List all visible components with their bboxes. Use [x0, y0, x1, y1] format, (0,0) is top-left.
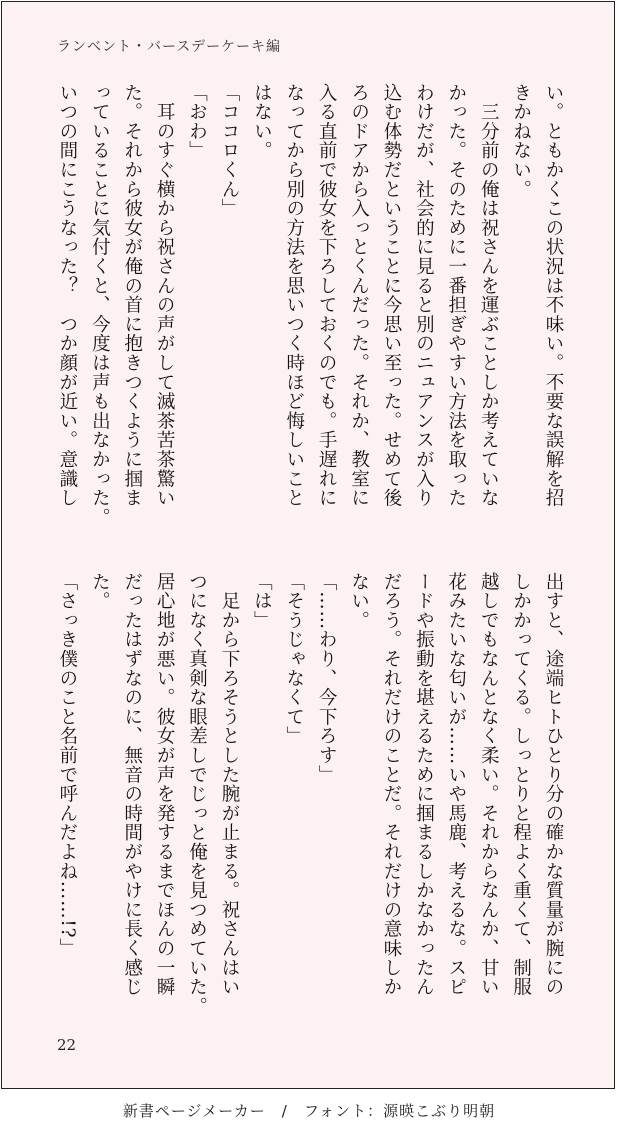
footer-credit: 新書ページメーカー / フォント：源暎こぶり明朝 [122, 1102, 496, 1120]
body-text-top: い。ともかくこの状況は不味い。不要な誤解を招 きかねない。 三分前の俺は祝さんを運ぶことしか考えていな かった。そのために一番担ぎやすい方法を取った わけだが、社会的に見ると別のニュアンスが入り 込む体勢だということに今思い至った。せめて後 ろのドアから入っとくんだった。それか、教室に 入る直前で彼女を下ろしておくのでも。手遅れに なってから別の方法を思いつく時ほど悔しいこと はない。 「ココロくん」 「おわ」 耳のすぐ横から祝さんの声がして滅茶苦茶驚い た。それから彼女が俺の首に抱きつくように掴ま っていることに気付くと、今度は声も出なかった。 いつの間にこうなった？ つか顔が近い。意識し [56, 83, 564, 527]
book-page [1, 1, 615, 1089]
chapter-header: ランベント・バースデーケーキ編 [57, 39, 282, 55]
page-number: 22 [57, 1036, 77, 1054]
body-text-bottom: 出すと、途端ヒトひとり分の確かな質量が腕にの しかかってくる。しっとりと程よく重くて、制服 越しでもなんとなく柔い。それからなんか、甘い 花みたいな匂いが……いや馬鹿、考えるな。スピ ードや振動を堪えるために掴まるしかなかったん だろう。それだけのことだ。それだけの意味しか ない。 「……わり、今下ろす」 「そうじゃなくて」 「は」 足から下ろそうとした腕が止まる。祝さんはい つになく真剣な眼差しでじっと俺を見つめていた。 居心地が悪い。彼女が声を発するまでほんの一瞬 だったはずなのに、無音の時間がやけに長く感じ た。 「さっき僕のこと名前で呼んだよね……!?」 [56, 572, 564, 1016]
